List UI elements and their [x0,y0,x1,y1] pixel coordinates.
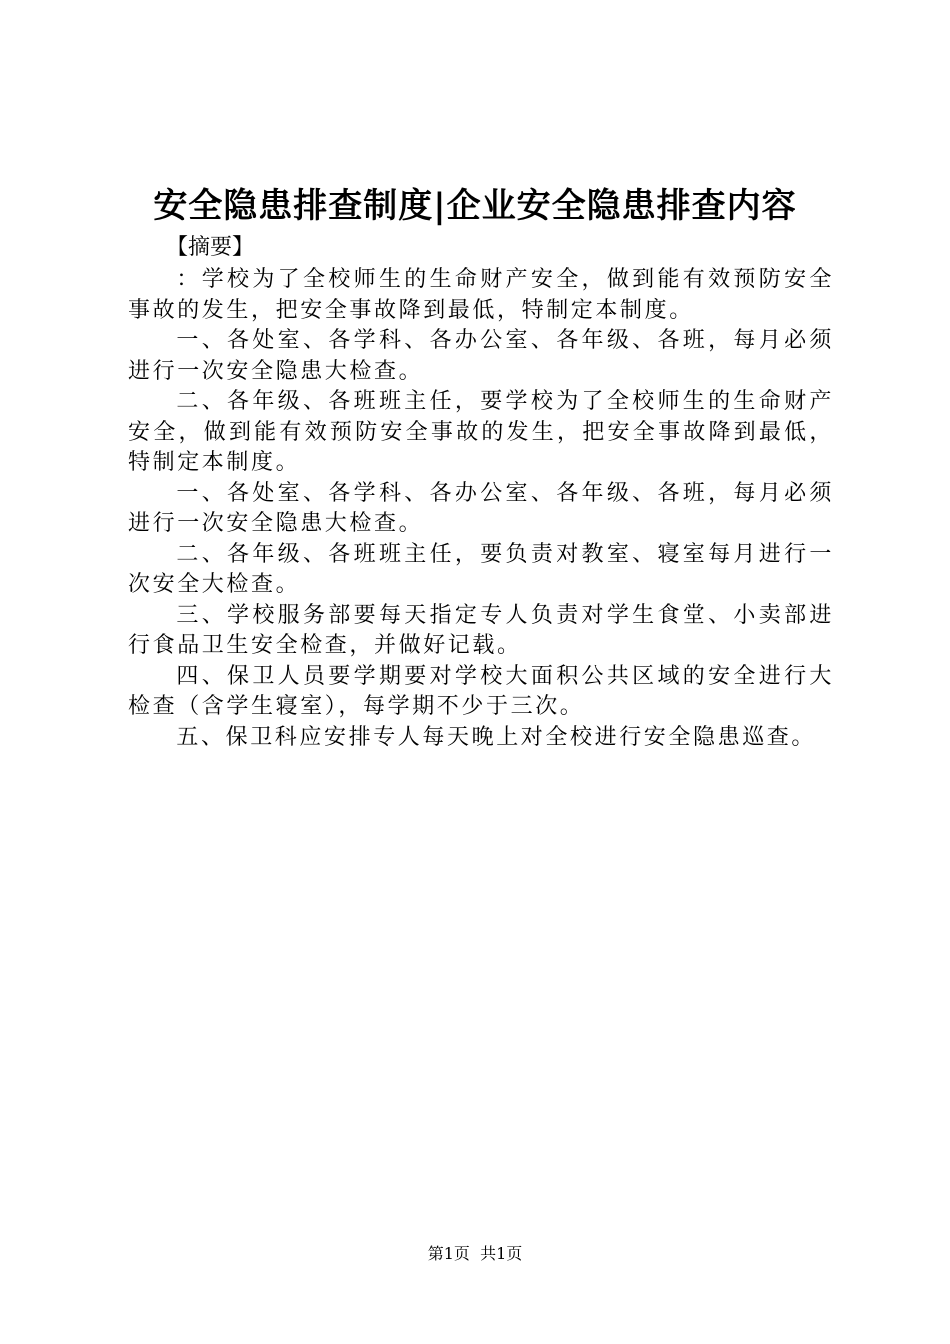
paragraph: 五、保卫科应安排专人每天晚上对全校进行安全隐患巡查。 [176,724,816,750]
paragraph: 二、各年级、各班班主任，要负责对教室、寝室每月进行一次安全大检查。 [128,541,834,597]
paragraph: 四、保卫人员要学期要对学校大面积公共区域的安全进行大检查（含学生寝室），每学期不少于三次。 [128,663,834,719]
paragraph: 三、学校服务部要每天指定专人负责对学生食堂、小卖部进行食品卫生安全检查，并做好记载。 [128,602,834,658]
paragraph: 一、各处室、各学科、各办公室、各年级、各班，每月必须进行一次安全隐患大检查。 [128,328,834,384]
paragraph: 二、各年级、各班班主任，要学校为了全校师生的生命财产安全，做到能有效预防安全事故的发生，把安全事故降到最低，特制定本制度。 [128,389,834,475]
abstract-heading: 【摘要】 [166,235,255,260]
document-title: 安全隐患排查制度|企业安全隐患排查内容 [153,186,797,226]
page-footer: 第1页 共1页 [427,1244,523,1263]
document-body [128,265,834,753]
paragraph: 一、各处室、各学科、各办公室、各年级、各班，每月必须进行一次安全隐患大检查。 [128,480,834,536]
paragraph: ：学校为了全校师生的生命财产安全，做到能有效预防安全事故的发生，把安全事故降到最低，特制定本制度。 [128,267,834,323]
